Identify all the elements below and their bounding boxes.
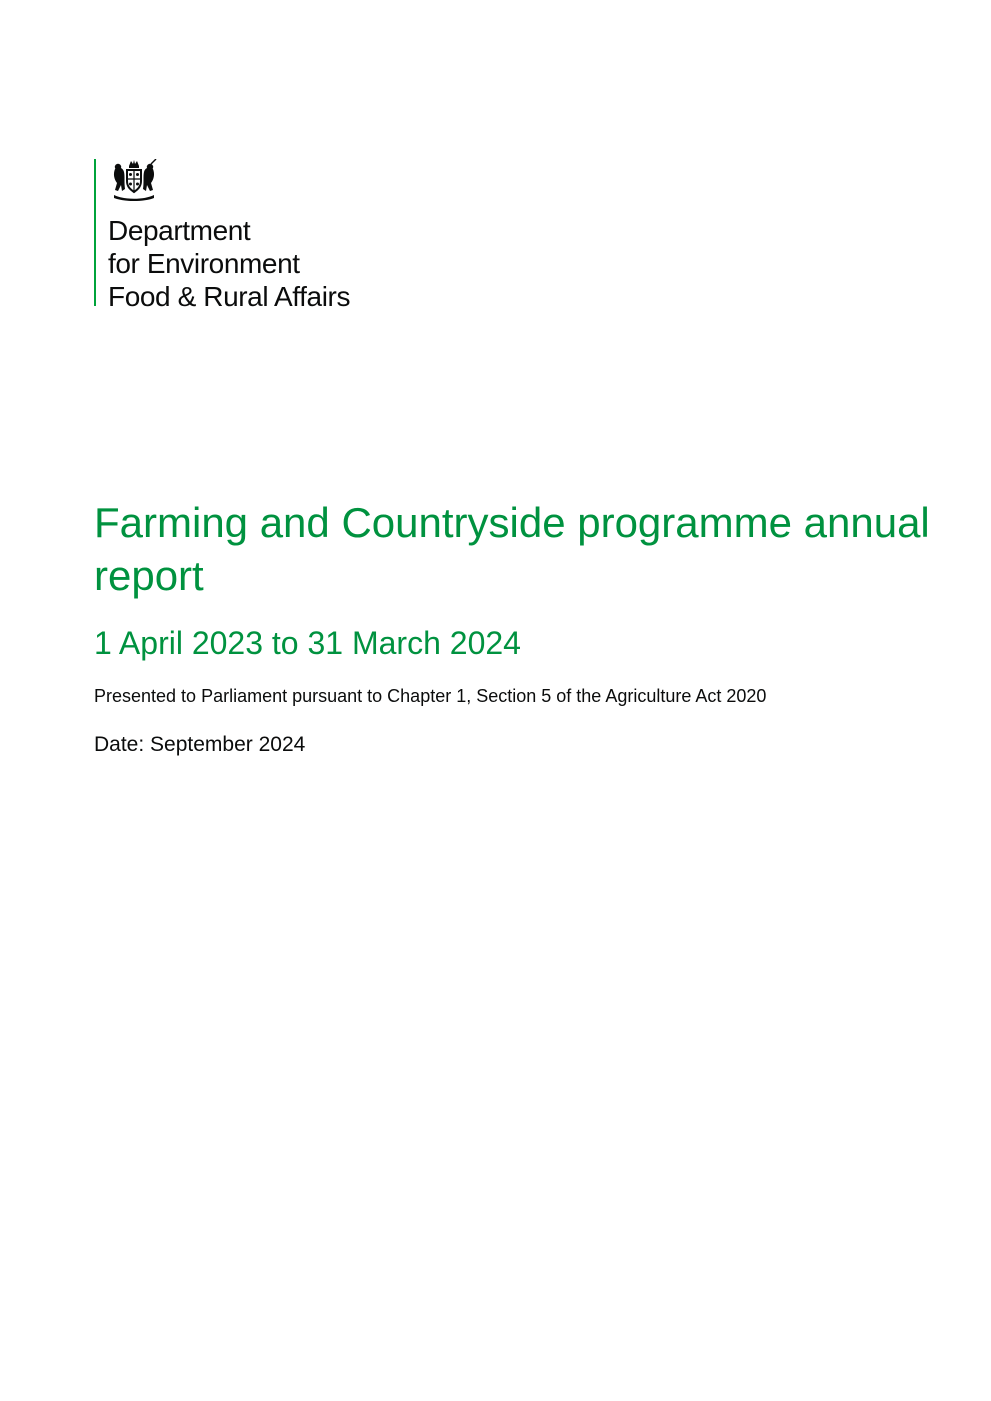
publication-date: Date: September 2024 [94,733,306,756]
royal-coat-of-arms-icon [110,159,158,201]
defra-logo [94,159,351,312]
report-title: Farming and Countryside programme annual report [94,499,930,599]
report-period: 1 April 2023 to 31 March 2024 [94,625,521,661]
department-name-line-2: for Environment [108,248,300,279]
department-name [108,214,350,313]
department-name-line-1: Department [108,215,251,246]
presented-to-parliament: Presented to Parliament pursuant to Chapter 1, Section 5 of the Agriculture Act 2020 [94,686,767,706]
department-name-line-3: Food & Rural Affairs [108,281,351,312]
